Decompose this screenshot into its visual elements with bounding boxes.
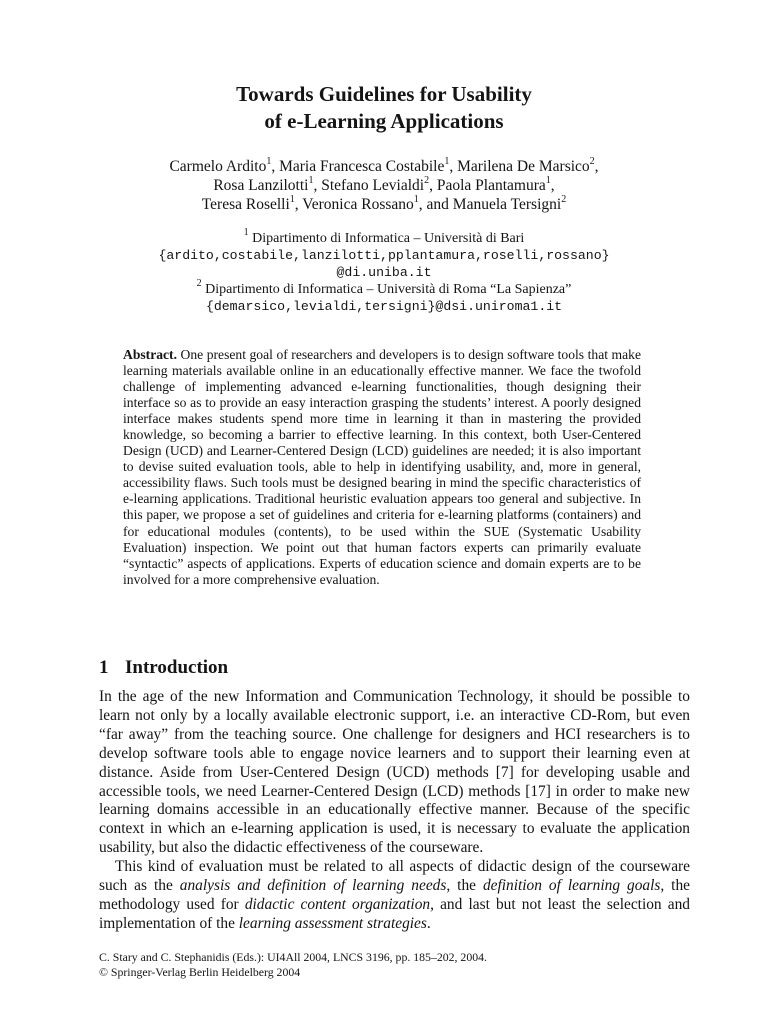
- author-separator: ,: [594, 158, 599, 175]
- text-run: , the: [446, 877, 483, 895]
- emphasis: analysis and definition of learning needs: [179, 877, 447, 895]
- author-separator: ,: [294, 196, 303, 213]
- affiliation-mark: 1: [308, 174, 314, 186]
- author-line-2: [0, 176, 768, 195]
- citation-line: C. Stary and C. Stephanidis (Eds.): UI4All 2004, LNCS 3196, pp. 185–202, 2004.: [99, 950, 487, 964]
- affiliation-name: Dipartimento di Informatica – Università di Roma “La Sapienza”: [201, 282, 572, 297]
- abstract: [123, 347, 641, 588]
- affiliation-1-email-domain[interactable]: @di.uniba.it: [336, 265, 432, 280]
- affiliation-mark: 1: [243, 227, 249, 239]
- title-line-1: Towards Guidelines for Usability: [236, 82, 532, 106]
- text-run: , and last but not least the selection and implementation of the: [99, 895, 690, 932]
- affiliation-mark: 1: [413, 193, 419, 205]
- title-line-2: of e-Learning Applications: [264, 109, 504, 133]
- affiliation-mark: 1: [266, 155, 272, 167]
- author-name: Rosa Lanzilotti: [213, 177, 309, 194]
- author-name: Manuela Tersigni: [452, 196, 562, 213]
- author-separator: ,: [550, 177, 555, 194]
- affiliation-name: Dipartimento di Informatica – Università di Bari: [248, 231, 525, 246]
- author-separator: ,: [429, 177, 437, 194]
- author-line-3: [0, 195, 768, 214]
- affiliation-1-email[interactable]: {ardito,costabile,lanzilotti,pplantamura,roselli,rossano}: [158, 248, 610, 263]
- affiliation-mark: 2: [589, 155, 595, 167]
- affiliation-mark: 1: [545, 174, 551, 186]
- copyright-line: © Springer-Verlag Berlin Heidelberg 2004: [99, 964, 301, 979]
- section-heading: [99, 656, 228, 680]
- text-run: .: [426, 914, 431, 932]
- paragraph: In the age of the new Information and Communication Technology, it should be possible to learn not only by a locally available electronic support, i.e. an interactive CD-Rom, but even “far away” from the teaching source. One challenge for designers and HCI researchers is to develop software tools able to engage novice learners and to support their learning even at distance. Aside from User-Centered Design (UCD) methods [7] for developing usable and accessible tools, we need Learner-Centered Design (LCD) methods [17] in order to make new learning domains accessible in an educationally effective manner. Because of the specific context in which an e-learning application is used, it is necessary to evaluate the application usability, but also the didactic effectiveness of the courseware.: [99, 688, 690, 857]
- author-name: Veronica Rossano: [302, 196, 414, 213]
- emphasis: didactic content organization: [244, 895, 431, 913]
- text-run: This kind of evaluation must be related to all aspects of didactic design of the courseware such as the: [99, 858, 690, 895]
- emphasis: definition of learning goals: [482, 877, 661, 895]
- author-name: Maria Francesca Costabile: [279, 158, 445, 175]
- author-separator: , and: [418, 196, 453, 213]
- affiliation-mark: 2: [196, 278, 202, 290]
- affiliation-1: [0, 227, 768, 247]
- page-footer: [99, 950, 487, 979]
- affiliation-mark: 2: [561, 193, 567, 205]
- author-name: Marilena De Marsico: [457, 158, 590, 175]
- author-name: Teresa Roselli: [201, 196, 290, 213]
- author-name: Carmelo Ardito: [169, 158, 267, 175]
- section-number: 1: [99, 657, 109, 678]
- author-name: Stefano Levialdi: [321, 177, 425, 194]
- affiliation-2: [0, 278, 768, 298]
- affiliation-mark: 2: [424, 174, 430, 186]
- affiliation-mark: 1: [289, 193, 295, 205]
- abstract-label: Abstract.: [123, 347, 177, 362]
- author-separator: ,: [271, 158, 280, 175]
- author-separator: ,: [313, 177, 322, 194]
- author-separator: ,: [449, 158, 458, 175]
- paper-title: [0, 81, 768, 135]
- emphasis: learning assessment strategies: [238, 914, 427, 932]
- section-title: Introduction: [125, 657, 229, 678]
- paragraph: [99, 858, 690, 934]
- author-list: [0, 157, 768, 214]
- author-line-1: [0, 157, 768, 176]
- affiliation-2-email[interactable]: {demarsico,levialdi,tersigni}@dsi.uniroma1.it: [205, 299, 563, 314]
- text-run: , the methodology used for: [99, 877, 690, 913]
- affiliations: [0, 227, 768, 315]
- abstract-text: One present goal of researchers and developers is to design software tools that make learning materials available online in an educationally effective manner. We face the twofold challenge of implementing advanced e-learning functionalities, though designing their interface so as to provide an easy interaction grasping the students’ interest. A poorly designed interface makes students spend more time in learning it than in mastering the provided knowledge, so becoming a barrier to effective learning. In this context, both User-Centered Design (UCD) and Learner-Centered Design (LCD) guidelines are needed; it is also important to devise suited evaluation tools, able to help in identifying usability, and, more in general, accessibility flaws. Such tools must be designed bearing in mind the specific characteristics of e-learning applications. Traditional heuristic evaluation appears too general and subjective. In this paper, we propose a set of guidelines and criteria for e-learning platforms (containers) and for educational modules (contents), to be used within the SUE (Systematic Usability Evaluation) inspection. We point out that human factors experts can primarily evaluate “syntactic” aspects of applications. Experts of education science and domain experts are to be involved for a more comprehensive evaluation.: [123, 347, 641, 587]
- author-name: Paola Plantamura: [436, 177, 546, 194]
- affiliation-mark: 1: [444, 155, 450, 167]
- body-text: [99, 688, 690, 934]
